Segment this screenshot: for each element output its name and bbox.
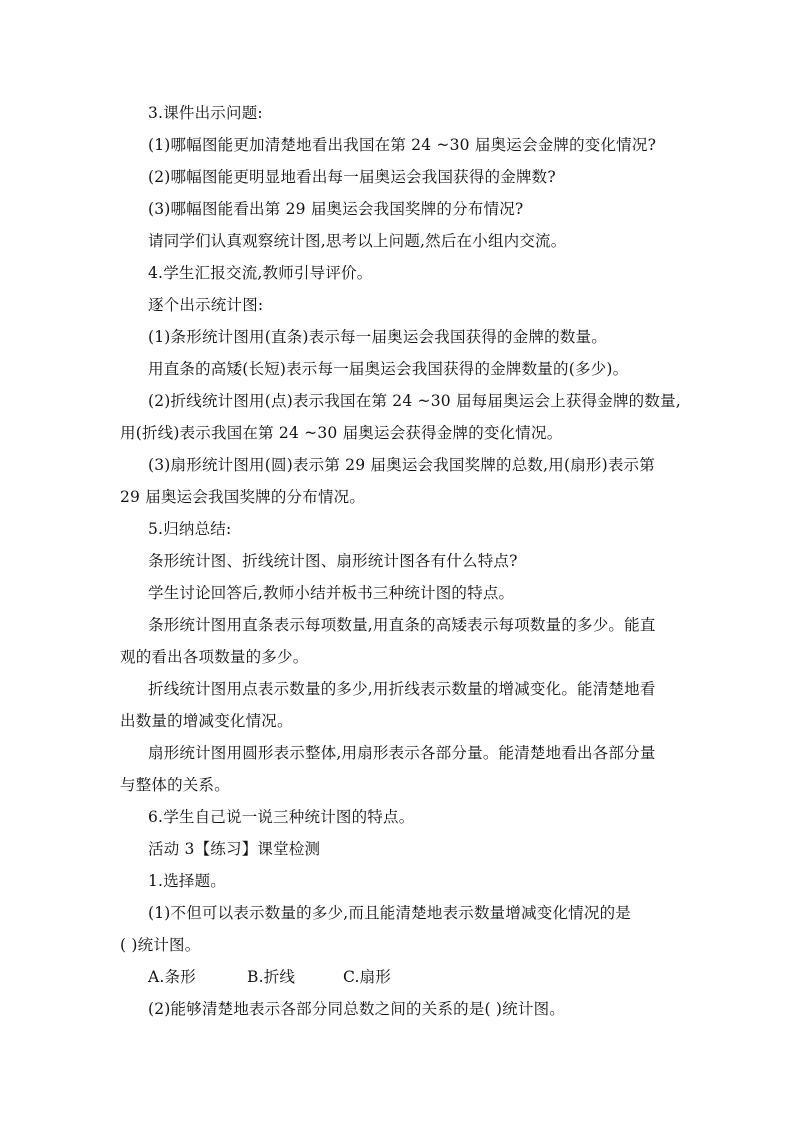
choice-b: B.折线 <box>247 968 296 986</box>
instruction-text: 请同学们认真观察统计图,思考以上问题,然后在小组内交流。 <box>148 232 567 250</box>
section-heading-3: 3.课件出示问题: <box>148 104 263 122</box>
question-3: (3)哪幅图能看出第 29 届奥运会我国奖牌的分布情况? <box>148 200 524 218</box>
choice-a: A.条形 <box>148 968 196 986</box>
section-heading-6: 6.学生自己说一说三种统计图的特点。 <box>148 808 415 826</box>
pie-chart-summary: 扇形统计图用圆形表示整体,用扇形表示各部分量。能清楚地看出各部分量 <box>148 744 656 762</box>
pie-chart-summary-cont: 与整体的关系。 <box>120 776 230 794</box>
question-2: (2)哪幅图能更明显地看出每一届奥运会我国获得的金牌数? <box>148 168 556 186</box>
pie-chart-detail: 29 届奥运会我国奖牌的分布情况。 <box>120 488 366 506</box>
bar-chart-summary-cont: 观的看出各项数量的多少。 <box>120 648 309 666</box>
line-chart-summary: 折线统计图用点表示数量的多少,用折线表示数量的增减变化。能清楚地看 <box>148 680 656 698</box>
section-heading-4: 4.学生汇报交流,教师引导评价。 <box>148 264 373 282</box>
paragraph-text: 逐个出示统计图: <box>148 296 264 314</box>
section-heading-5: 5.归纳总结: <box>148 520 232 538</box>
bar-chart-point: (1)条形统计图用(直条)表示每一届奥运会我国获得的金牌的数量。 <box>148 328 607 346</box>
line-chart-detail: 用(折线)表示我国在第 24 ~30 届奥运会获得金牌的变化情况。 <box>120 424 563 442</box>
bar-chart-detail: 用直条的高矮(长短)表示每一届奥运会我国获得的金牌数量的(多少)。 <box>148 360 629 378</box>
line-chart-point: (2)折线统计图用(点)表示我国在第 24 ~30 届每届奥运会上获得金牌的数量, <box>148 392 681 410</box>
question-1: (1)哪幅图能更加清楚地看出我国在第 24 ~30 届奥运会金牌的变化情况? <box>148 136 657 154</box>
activity-heading: 活动 3【练习】课堂检测 <box>148 840 321 858</box>
pie-chart-point: (3)扇形统计图用(圆)表示第 29 届奥运会我国奖牌的总数,用(扇形)表示第 <box>148 456 655 474</box>
paragraph-text: 条形统计图、折线统计图、扇形统计图各有什么特点? <box>148 552 518 570</box>
bar-chart-summary: 条形统计图用直条表示每项数量,用直条的高矮表示每项数量的多少。能直 <box>148 616 656 634</box>
exercise-heading: 1.选择题。 <box>148 872 226 890</box>
exercise-question-1-blank: ( )统计图。 <box>120 936 201 954</box>
exercise-question-1: (1)不但可以表示数量的多少,而且能清楚地表示数量增减变化情况的是 <box>148 904 631 922</box>
line-chart-summary-cont: 出数量的增减变化情况。 <box>120 712 293 730</box>
exercise-question-2: (2)能够清楚地表示各部分同总数之间的关系的是( )统计图。 <box>148 1000 565 1018</box>
choice-c: C.扇形 <box>343 968 392 986</box>
paragraph-text: 学生讨论回答后,教师小结并板书三种统计图的特点。 <box>148 584 515 602</box>
